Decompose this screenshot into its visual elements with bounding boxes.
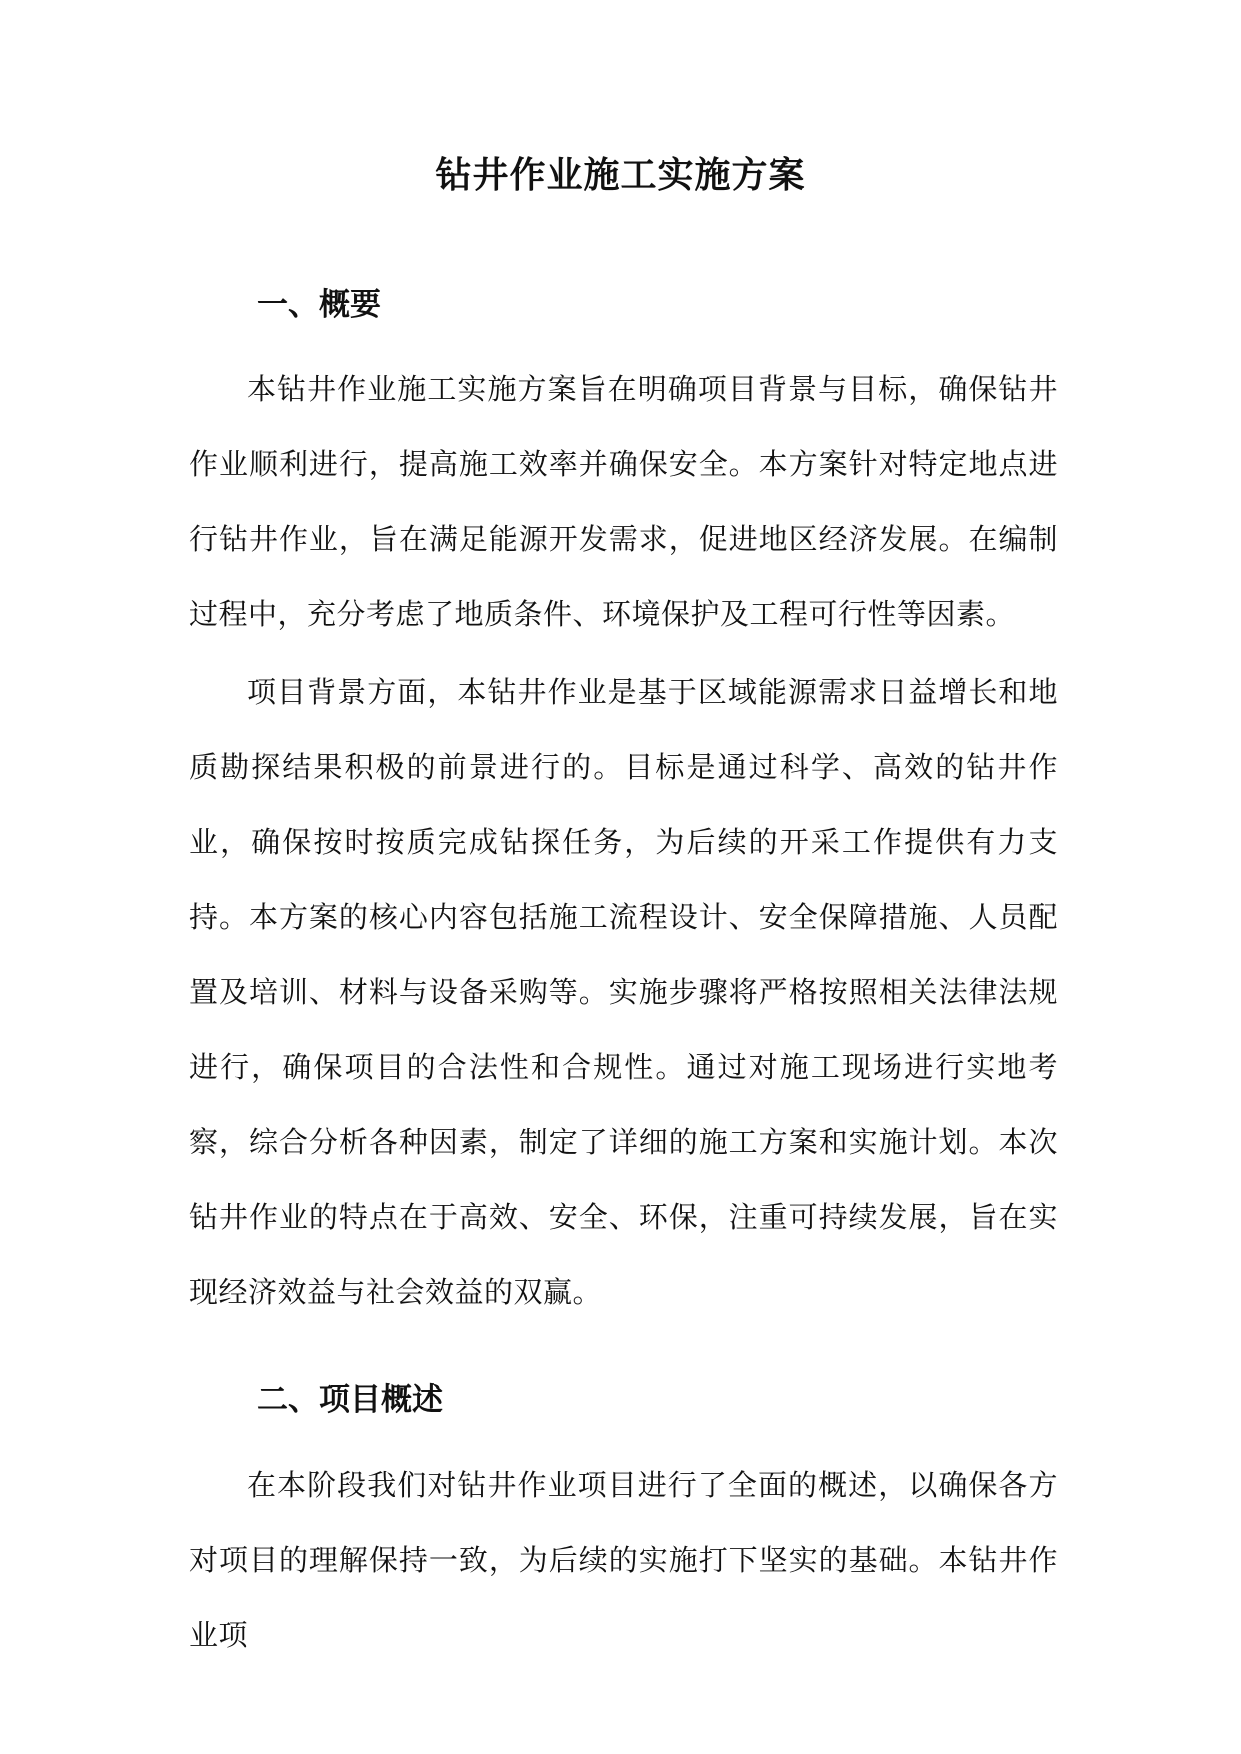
- document-title: 钻井作业施工实施方案: [435, 154, 806, 196]
- section-heading-overview: 一、概要: [257, 287, 381, 323]
- paragraph-overview-intro: 本钻井作业施工实施方案旨在明确项目背景与目标，确保钻井作业顺利进行，提高施工效率并确保安全。本方案针对特定地点进行钻井作业，旨在满足能源开发需求，促进地区经济发展。在编制过程中，充分考虑了地质条件、环境保护及工程可行性等因素。: [189, 372, 1058, 631]
- paragraph-project-background: 项目背景方面，本钻井作业是基于区域能源需求日益增长和地质勘探结果积极的前景进行的。目标是通过科学、高效的钻井作业，确保按时按质完成钻探任务，为后续的开采工作提供有力支持。本方案的核心内容包括施工流程设计、安全保障措施、人员配置及培训、材料与设备采购等。实施步骤将严格按照相关法律法规进行，确保项目的合法性和合规性。通过对施工现场进行实地考察，综合分析各种因素，制定了详细的施工方案和实施计划。本次钻井作业的特点在于高效、安全、环保，注重可持续发展，旨在实现经济效益与社会效益的双赢。: [189, 675, 1058, 1309]
- paragraph-project-summary: 在本阶段我们对钻井作业项目进行了全面的概述，以确保各方对项目的理解保持一致，为后续的实施打下坚实的基础。本钻井作业项: [189, 1468, 1058, 1652]
- section-heading-project-summary: 二、项目概述: [257, 1382, 443, 1418]
